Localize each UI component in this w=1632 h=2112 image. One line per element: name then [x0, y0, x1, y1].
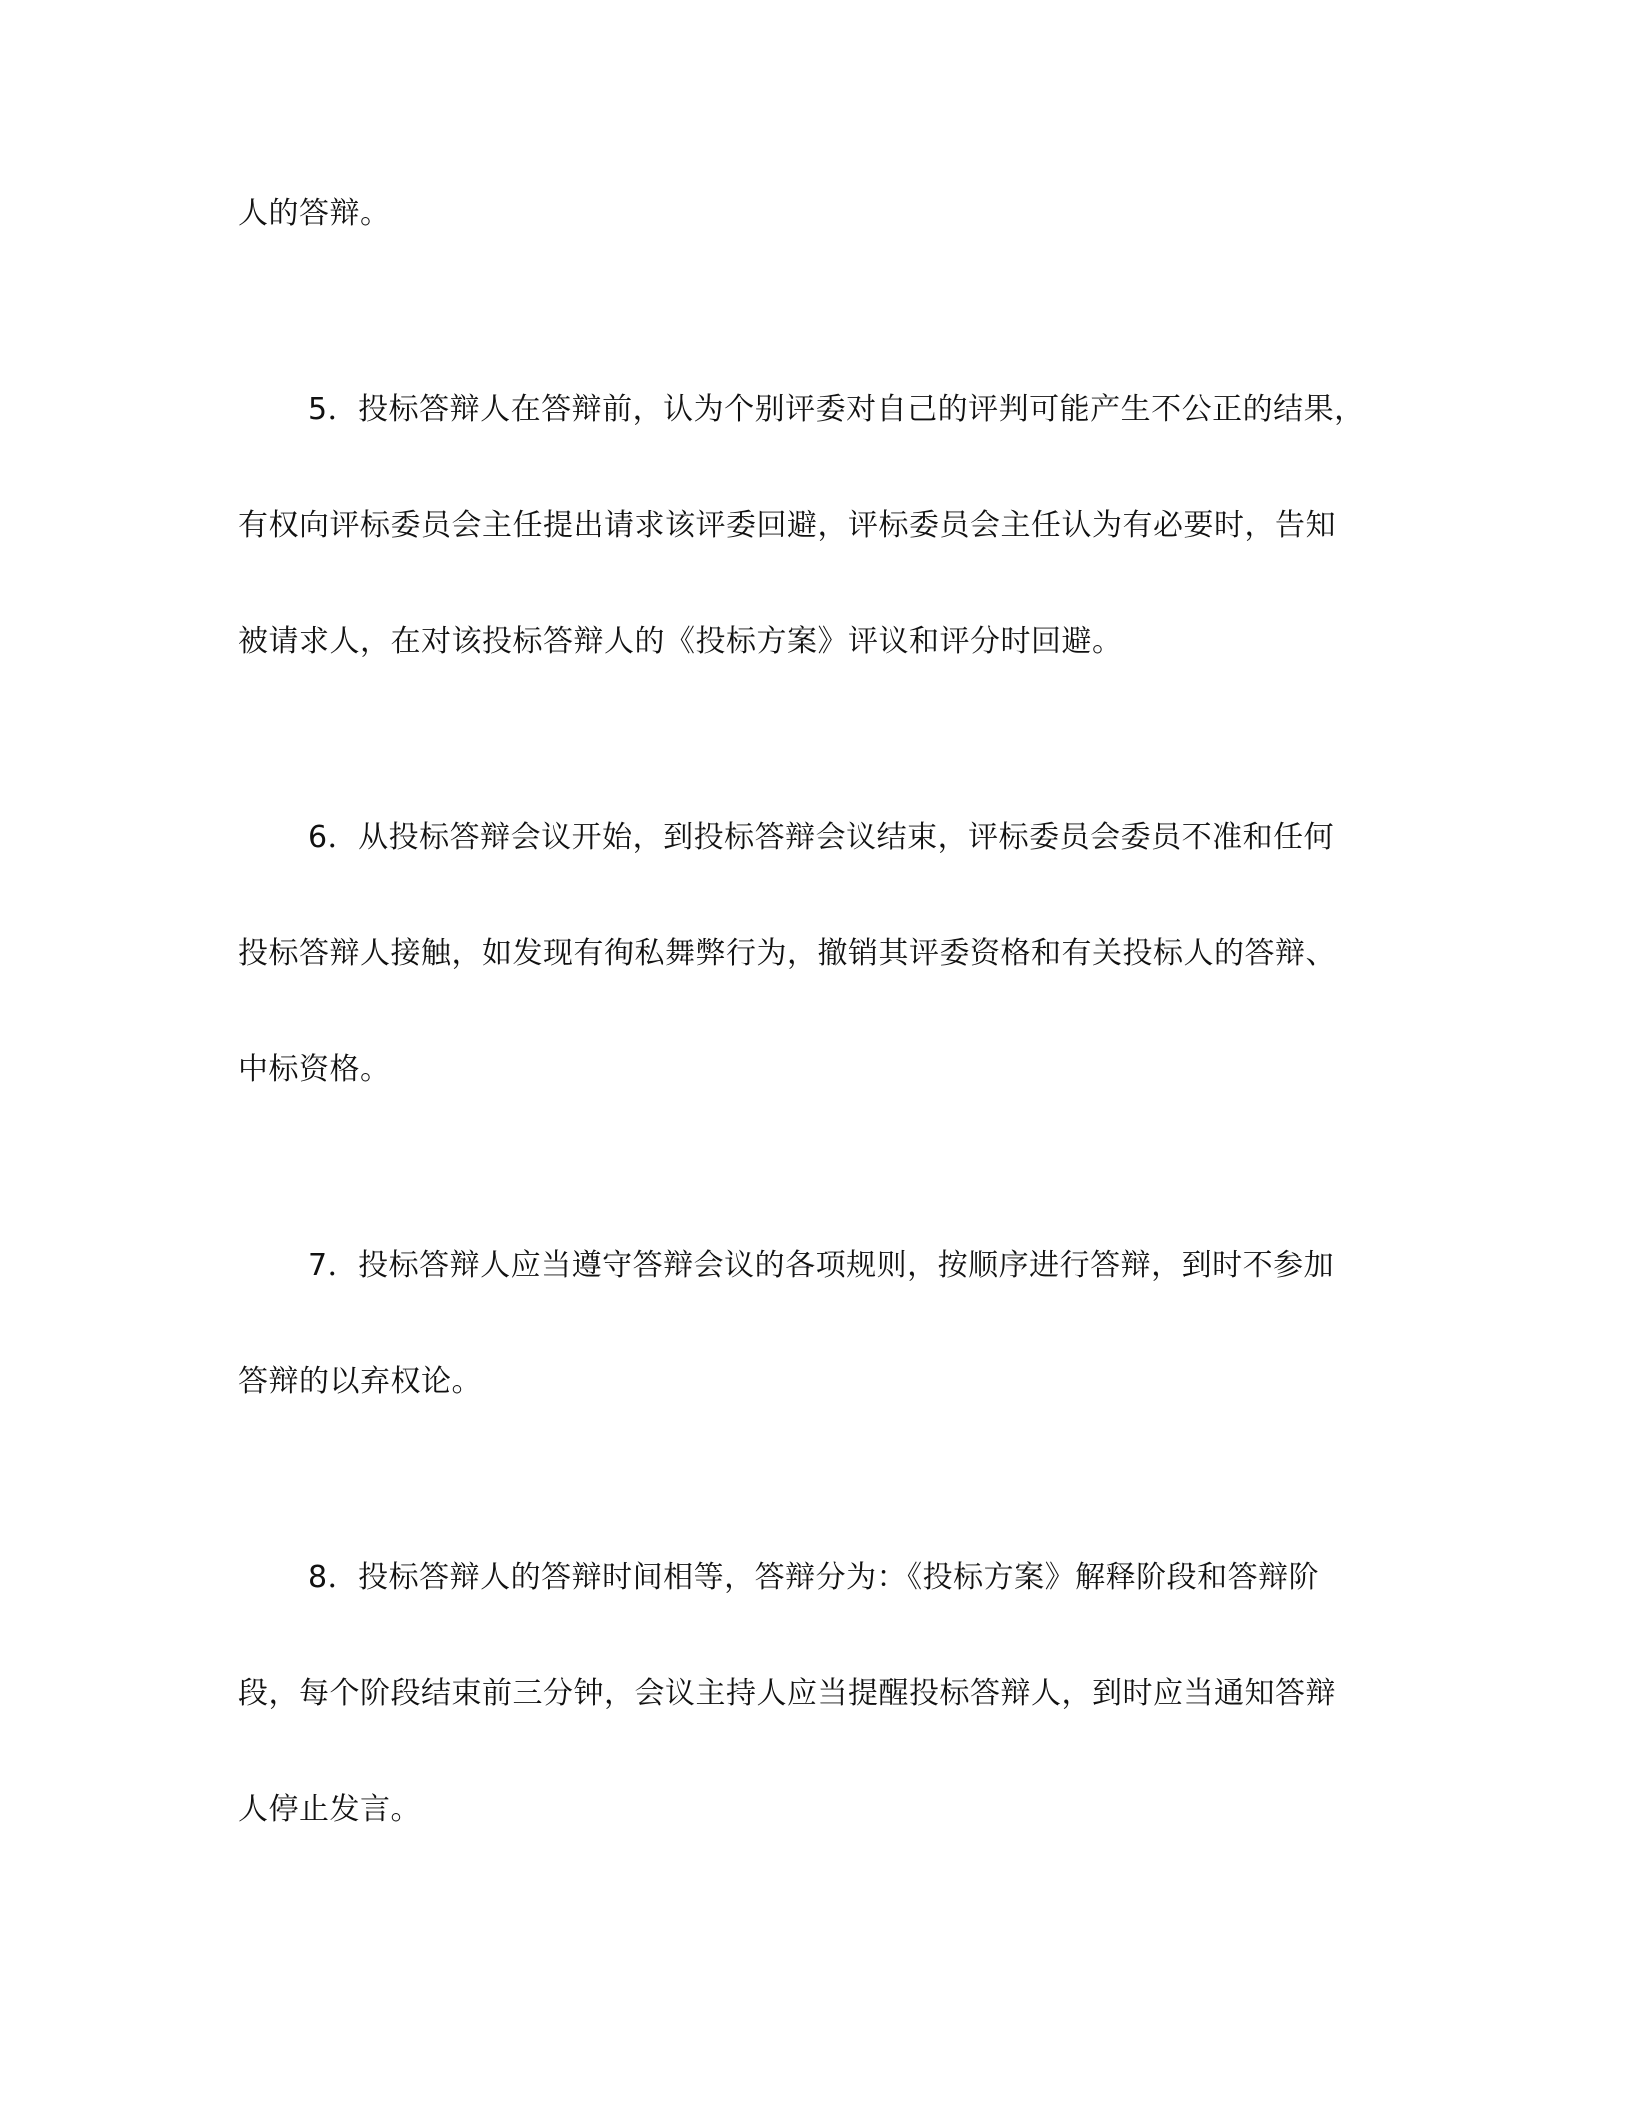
paragraph-6-line-3: 中标资格。 — [238, 1052, 391, 1087]
paragraph-5-line-1: 5．投标答辩人在答辩前，认为个别评委对自己的评判可能产生不公正的结果， — [308, 392, 1365, 427]
paragraph-7-line-1: 7．投标答辩人应当遵守答辩会议的各项规则，按顺序进行答辩，到时不参加 — [308, 1248, 1335, 1283]
paragraph-7-line-2: 答辩的以弃权论。 — [238, 1364, 482, 1399]
paragraph-5-line-3: 被请求人，在对该投标答辩人的《投标方案》评议和评分时回避。 — [238, 624, 1123, 659]
paragraph-8-line-1: 8．投标答辩人的答辩时间相等，答辩分为：《投标方案》解释阶段和答辩阶 — [308, 1560, 1320, 1595]
paragraph-6-line-1: 6．从投标答辩会议开始，到投标答辩会议结束，评标委员会委员不准和任何 — [308, 820, 1335, 855]
paragraph-8-line-2: 段，每个阶段结束前三分钟，会议主持人应当提醒投标答辩人，到时应当通知答辩 — [238, 1676, 1336, 1711]
paragraph-5-line-2: 有权向评标委员会主任提出请求该评委回避，评标委员会主任认为有必要时，告知 — [238, 508, 1336, 543]
paragraph-6-line-2: 投标答辩人接触，如发现有徇私舞弊行为，撤销其评委资格和有关投标人的答辩、 — [238, 936, 1336, 971]
paragraph-4-continuation: 人的答辩。 — [238, 196, 391, 231]
paragraph-8-line-3: 人停止发言。 — [238, 1792, 421, 1827]
